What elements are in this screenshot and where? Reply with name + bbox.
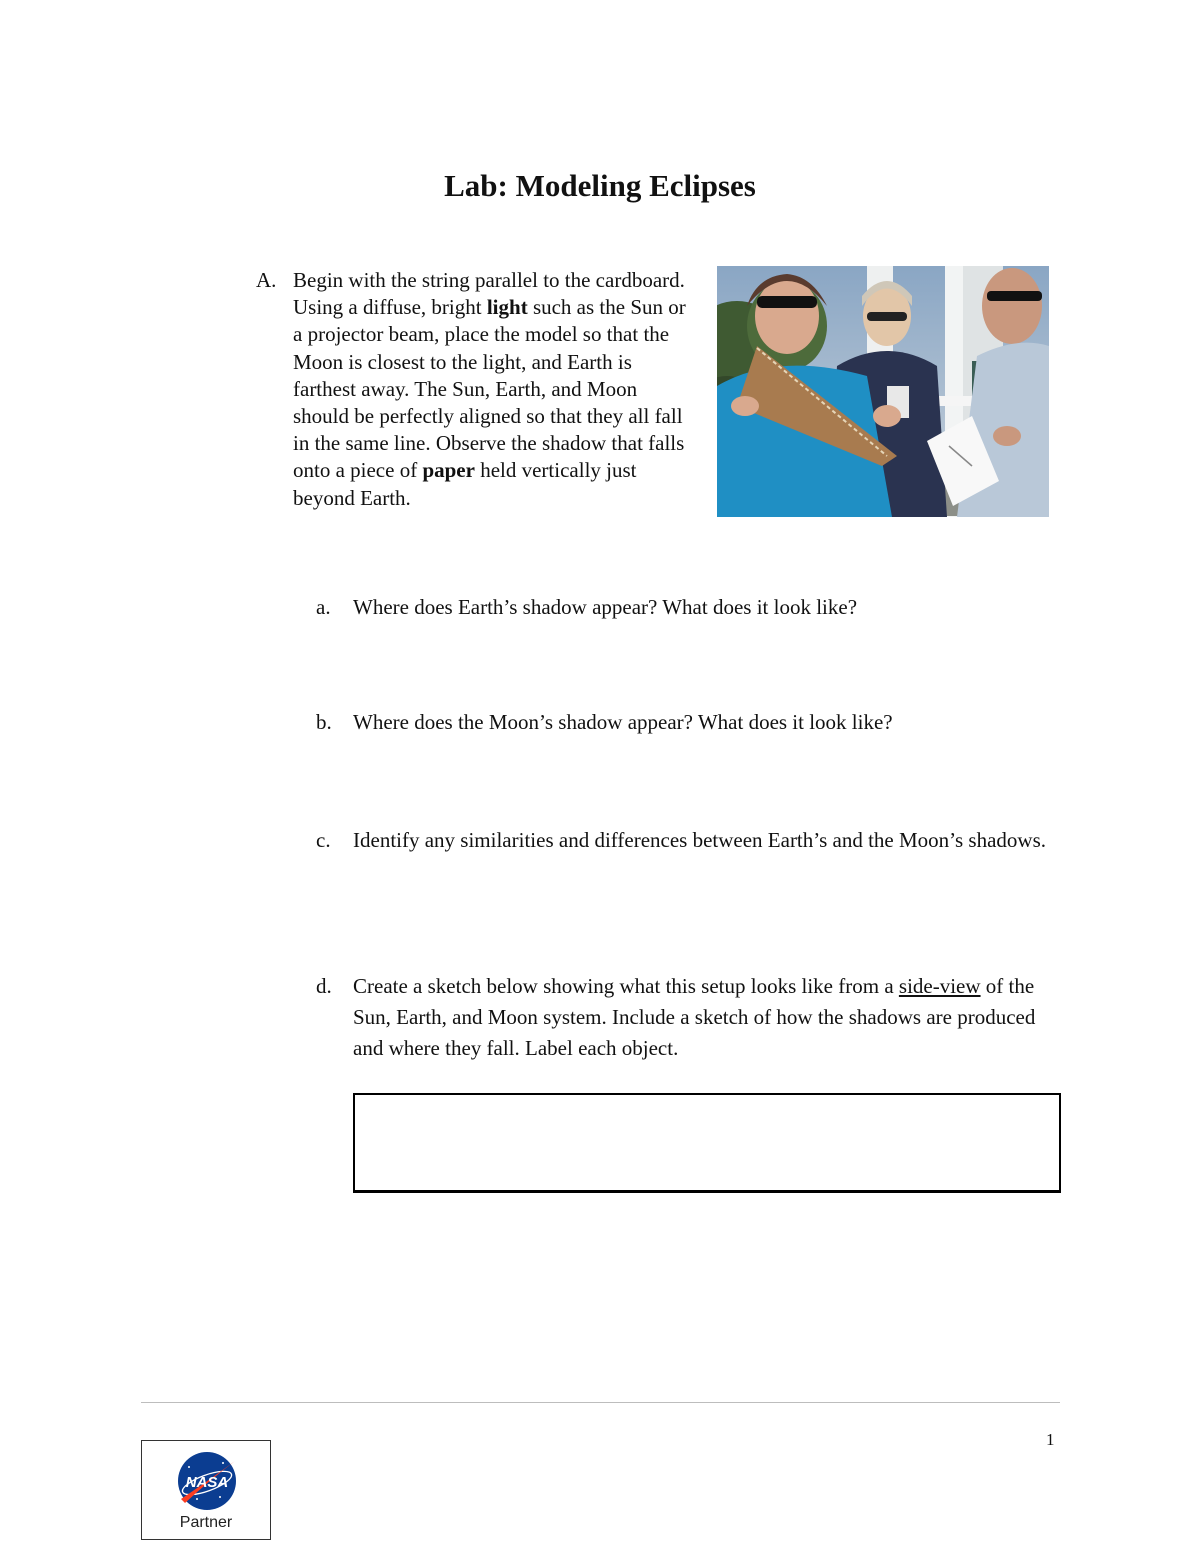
list-marker: a. xyxy=(316,595,331,619)
text-run: Begin with the string parallel to the cardboard. Using a diffuse, bright xyxy=(293,268,685,320)
list-marker: d. xyxy=(316,974,332,998)
nasa-partner-badge xyxy=(141,1440,271,1540)
sketch-answer-box[interactable] xyxy=(353,1093,1061,1193)
text-run: such as the Sun or a projector beam, place the model so that the Moon is closest to the light, and Earth is farthest away. The Sun, Earth, and Moon should be perfectly aligned so that they all fall in the same line. Observe the shadow that falls onto a piece of xyxy=(293,295,686,483)
nasa-logo-text: NASA xyxy=(185,1474,229,1491)
list-marker: c. xyxy=(316,828,331,852)
bold-term-light: light xyxy=(486,295,528,320)
question-text: Identify any similarities and differences between Earth’s and the Moon’s shadows. xyxy=(353,828,1047,852)
footer-divider xyxy=(141,1402,1060,1403)
question-text: Where does the Moon’s shadow appear? What does it look like? xyxy=(353,710,893,734)
text-run: held vertically just beyond Earth. xyxy=(293,458,637,510)
lab-photo xyxy=(717,266,1049,517)
page-title: Lab: Modeling Eclipses xyxy=(444,168,756,203)
bold-term-paper: paper xyxy=(422,458,475,483)
list-marker: b. xyxy=(316,710,332,734)
question-text: Where does Earth’s shadow appear? What does it look like? xyxy=(353,595,858,619)
nasa-logo-icon xyxy=(175,1449,239,1513)
underlined-term: side-view xyxy=(898,974,981,998)
badge-label: Partner xyxy=(179,1514,233,1531)
text-run: of the Sun, Earth, and Moon system. Include a sketch of how the shadows are produced and where they fall. Label each object. xyxy=(353,974,1036,1060)
text-run: Create a sketch below showing what this setup looks like from a xyxy=(353,974,899,998)
instruction-text xyxy=(293,267,698,512)
page-number: 1 xyxy=(1046,1430,1055,1449)
list-marker: A. xyxy=(256,268,277,292)
question-text xyxy=(353,971,1063,1064)
